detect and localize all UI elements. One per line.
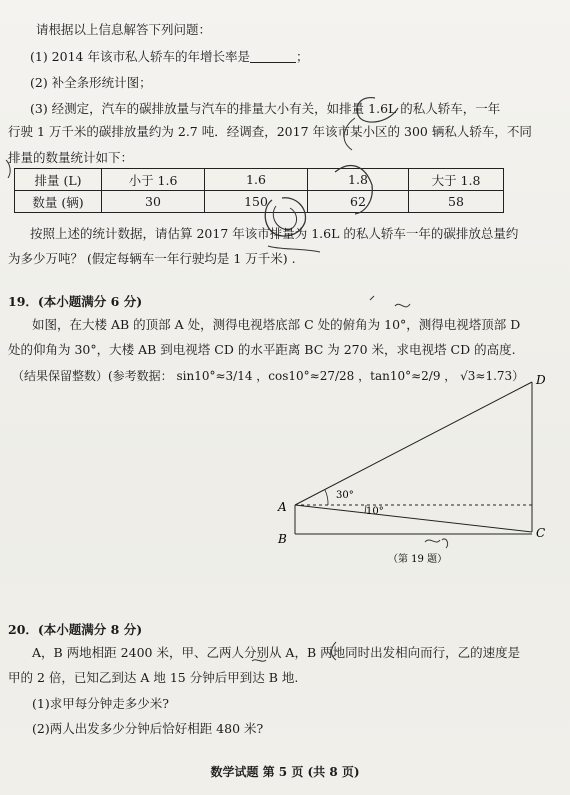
table-cell: 小于 1.6: [102, 169, 205, 191]
q1-end: ；: [295, 49, 309, 64]
problem-19-figure: [270, 370, 560, 575]
problem-20-line2: 甲的 2 倍，已知乙到达 A 地 15 分钟后甲到达 B 地.: [8, 670, 299, 685]
problem-20-q1: (1)求甲每分钟走多少米?: [32, 696, 169, 711]
problem-20-title: 20．(本小题满分 8 分): [8, 622, 143, 637]
table-cell: 1.6: [205, 169, 308, 191]
table-cell: 62: [308, 191, 409, 213]
angle-10-label: 10°: [366, 506, 384, 517]
problem-20-line1: A，B 两地相距 2400 米，甲、乙两人分别从 A，B 两地同时出发相向而行，乙的速度是: [32, 645, 521, 660]
table-cell: 150: [205, 191, 308, 213]
question-18-3-line1: (3) 经测定，汽车的碳排放量与汽车的排量大小有关，如排量 1.6L 的私人轿车，一年: [30, 101, 501, 116]
question-18-2: (2) 补全条形统计图；: [30, 75, 152, 90]
table-cell: 30: [102, 191, 205, 213]
table-cell: 排量 (L): [15, 169, 102, 191]
intro-text: 请根据以上信息解答下列问题：: [36, 22, 212, 37]
label-d: D: [536, 373, 546, 387]
q1-text: (1) 2014 年该市私人轿车的年增长率是: [30, 49, 250, 64]
table-cell: 1.8: [308, 169, 409, 191]
problem-20-q2: (2)两人出发多少分钟后恰好相距 480 米?: [32, 721, 264, 736]
problem-19-line2: 处的仰角为 30°，大楼 AB 到电视塔 CD 的水平距离 BC 为 270 米，求电视塔 CD 的高度.: [8, 342, 516, 357]
label-c: C: [536, 526, 546, 540]
figure-caption: （第 19 题）: [388, 554, 448, 565]
question-18-3-line5: 为多少万吨？ (假定每辆车一年行驶均是 1 万千米) .: [8, 251, 296, 266]
question-18-3-line4: 按照上述的统计数据，请估算 2017 年该市排量为 1.6L 的私人轿车一年的碳排放总量约: [30, 226, 519, 241]
problem-19-title: 19．(本小题满分 6 分): [8, 294, 143, 309]
table-cell: 58: [409, 191, 504, 213]
page-footer: 数学试题 第 5 页 (共 8 页): [210, 765, 360, 779]
label-a: A: [278, 500, 287, 514]
angle-30-label: 30°: [336, 490, 354, 501]
problem-19-line3: （结果保留整数）(参考数据： sin10°≈3/14 ，cos10°≈27/28 ，tan10°≈2/9 ， √3≈1.73）: [12, 369, 525, 383]
table-cell: 大于 1.8: [409, 169, 504, 191]
question-18-3-line2: 行驶 1 万千米的碳排放量约为 2.7 吨．经调查，2017 年该市某小区的 300 辆私人轿车，不同: [8, 124, 532, 139]
label-b: B: [278, 532, 287, 546]
table-cell: 数量 (辆): [15, 191, 102, 213]
problem-19-line1: 如图，在大楼 AB 的顶部 A 处，测得电视塔底部 C 处的俯角为 10°，测得电视塔顶部 D: [32, 317, 521, 332]
question-18-3-line3: 排量的数量统计如下：: [8, 150, 134, 165]
